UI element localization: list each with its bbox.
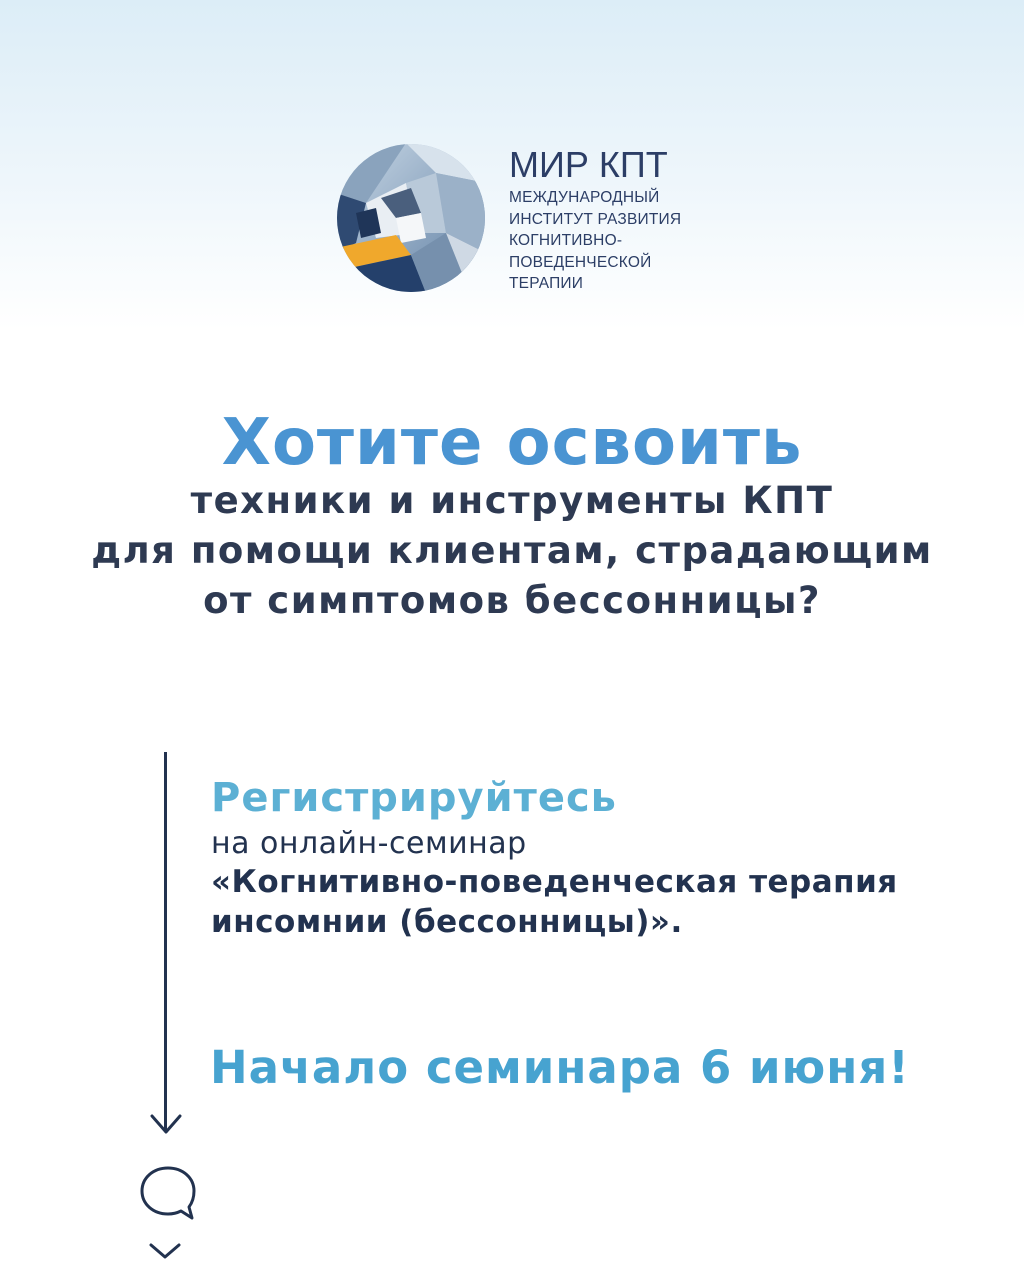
- vertical-divider-line: [164, 752, 167, 1130]
- brand-subtitle: [509, 187, 681, 295]
- brand-name: МИР КПТ: [509, 144, 668, 185]
- hero-question: [0, 476, 1024, 626]
- hero-title: Хотите освоить: [221, 406, 803, 480]
- seminar-title-line: инсомнии (бессонницы)».: [211, 904, 683, 940]
- brand-subtitle-line: МЕЖДУНАРОДНЫЙ: [509, 189, 660, 206]
- seminar-title-line: «Когнитивно-поведенческая терапия: [211, 864, 898, 900]
- logo-text-block: [509, 145, 681, 295]
- chevron-down-icon[interactable]: [146, 1240, 184, 1262]
- brand-subtitle-line: ТЕРАПИИ: [509, 275, 584, 292]
- arrow-down-icon: [146, 1110, 186, 1138]
- registration-title: Регистрируйтесь: [211, 775, 617, 821]
- registration-subtitle: на онлайн-семинар: [211, 826, 527, 861]
- hero-line: техники и инструменты КПТ: [190, 479, 834, 522]
- brand-subtitle-line: ПОВЕДЕНЧЕСКОЙ: [509, 253, 652, 271]
- portrait-mosaic-emblem-icon: [336, 143, 486, 293]
- hero-line: от симптомов бессонницы?: [203, 579, 821, 622]
- brand-subtitle-line: ИНСТИТУТ РАЗВИТИЯ: [509, 210, 682, 228]
- hero-line: для помощи клиентам, страдающим: [91, 529, 933, 572]
- chat-bubble-icon[interactable]: [137, 1163, 199, 1225]
- brand-subtitle-line: КОГНИТИВНО-: [509, 232, 623, 249]
- registration-block: [211, 770, 898, 942]
- start-date-text: Начало семинара 6 июня!: [210, 1041, 910, 1094]
